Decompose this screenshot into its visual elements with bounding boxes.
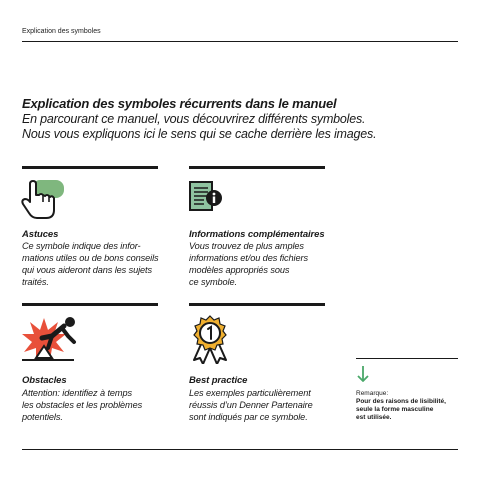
symbol-description: Attention: identifiez à temps les obstacles et les problèmes potentiels. <box>22 388 143 422</box>
block-rule <box>189 166 325 169</box>
symbol-description: Ce symbole indique des infor- mations utiles ou de bons conseils qui vous aideront dans les sujets traités. <box>22 241 159 287</box>
block-rule <box>22 303 158 306</box>
symbol-title: Obstacles <box>22 375 67 386</box>
note-text: Pour des raisons de lisibilité, seule la forme masculine est utilisée. <box>356 398 446 421</box>
note-rule <box>356 358 458 359</box>
symbol-description: Vous trouvez de plus amples informations et/ou des fichiers modèles appropriés sous ce symbole. <box>189 241 308 287</box>
block-rule <box>22 166 158 169</box>
note-label: Remarque: <box>356 390 389 397</box>
header-rule <box>22 41 458 42</box>
pointing-hand-icon <box>20 178 66 227</box>
block-rule <box>189 303 325 306</box>
symbol-title: Informations complémentaires <box>189 229 325 240</box>
intro <box>22 96 462 142</box>
footer-rule <box>22 449 458 450</box>
document-info-icon <box>188 178 224 219</box>
arrow-down-icon <box>356 364 370 389</box>
intro-line-2: Nous vous expliquons ici le sens qui se cache derrière les images. <box>22 127 377 141</box>
intro-line-1: En parcourant ce manuel, vous découvrirez différents symboles. <box>22 112 366 126</box>
header-section-label: Explication des symboles <box>22 28 101 35</box>
symbol-title: Best practice <box>189 375 248 386</box>
symbol-title: Astuces <box>22 229 59 240</box>
obstacle-fall-icon <box>18 314 80 371</box>
award-rosette-icon <box>190 314 230 369</box>
symbol-description: Les exemples particulièrement réussis d’un Denner Partenaire sont indiqués par ce symbole. <box>189 388 313 422</box>
intro-title: Explication des symboles récurrents dans le manuel <box>22 96 337 111</box>
